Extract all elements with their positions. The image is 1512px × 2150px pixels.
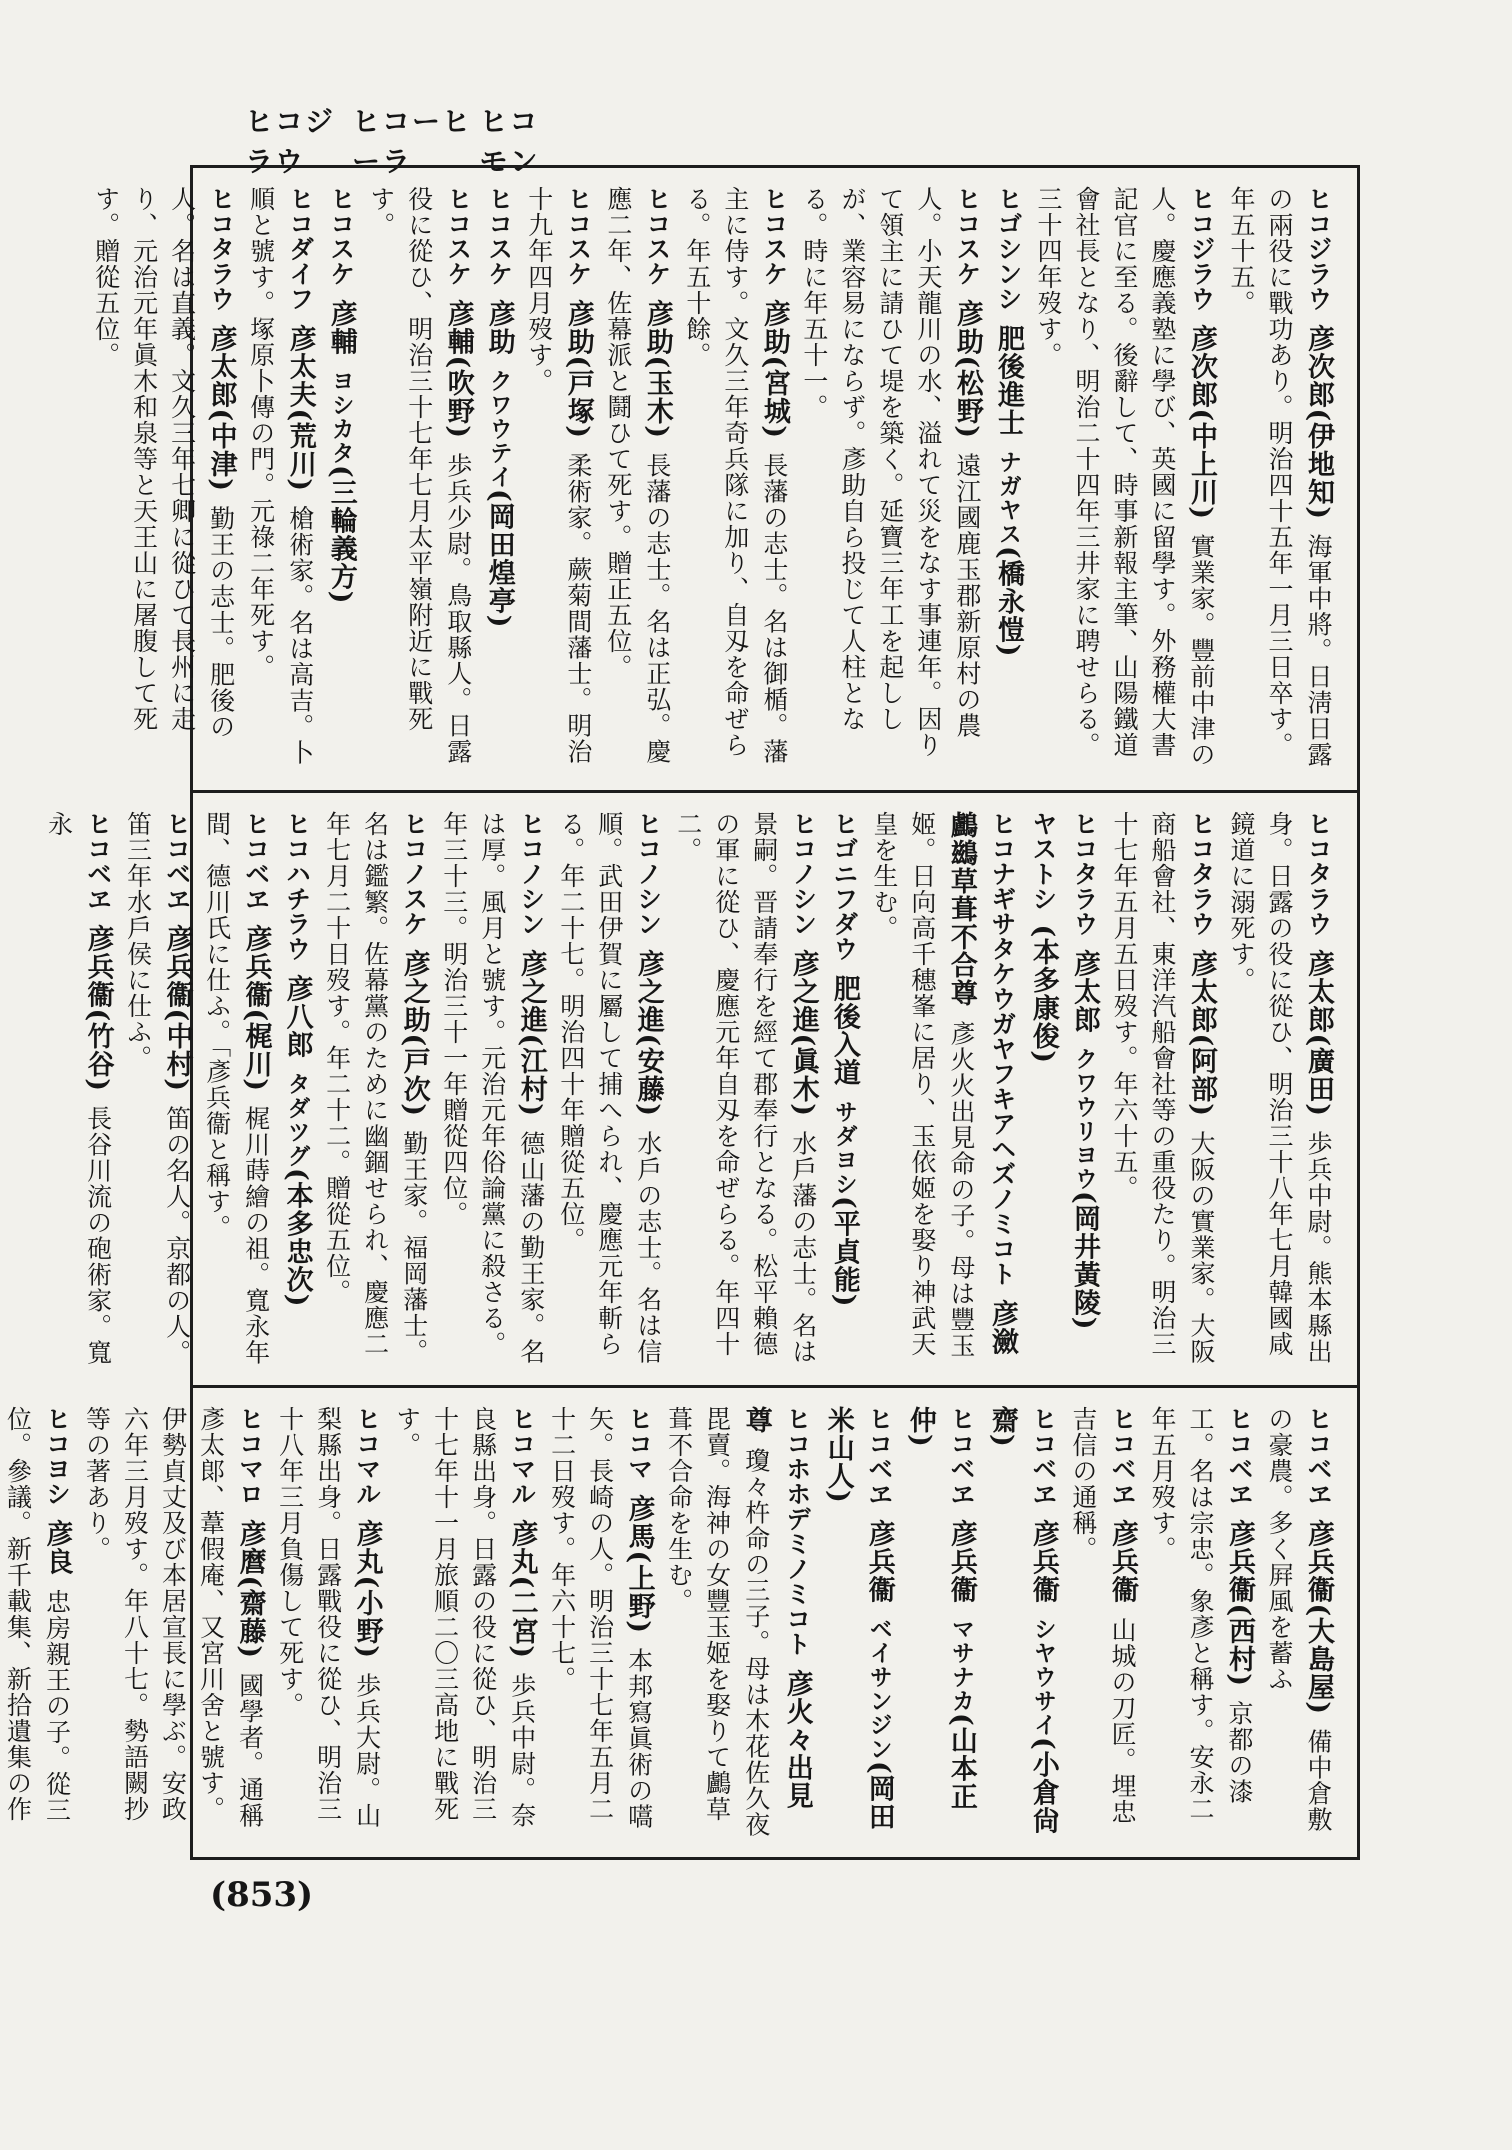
dictionary-entry bbox=[119, 811, 198, 1371]
entry-kana: ヒコスケ bbox=[484, 186, 514, 286]
entry-text: 長藩の志士。名は正弘。慶應二年、佐幕派と鬪ひて死す。贈正五位。 bbox=[603, 186, 672, 765]
entry-kana: ヒコベヱ bbox=[1028, 1406, 1058, 1506]
entry-name: 彦輔(吹野) bbox=[442, 299, 474, 440]
entry-name: 彦助 bbox=[483, 299, 515, 356]
dictionary-entry bbox=[1064, 811, 1105, 1371]
entry-reading: マサナカ bbox=[947, 1617, 974, 1713]
entry-name-alt: (山本正仲) bbox=[904, 1406, 977, 1811]
entry-reading: シヤウサイ bbox=[1029, 1617, 1056, 1737]
entry-name: 彦兵衞 bbox=[945, 1519, 977, 1604]
tier-bottom bbox=[3, 1388, 1357, 1857]
entry-name: 彦良 bbox=[41, 1519, 73, 1576]
entry-kana: ヒコマル bbox=[352, 1406, 382, 1506]
dictionary-entry bbox=[520, 186, 599, 776]
entry-name: 彦兵衞(大島屋) bbox=[1303, 1519, 1334, 1716]
dictionary-entry bbox=[669, 811, 824, 1371]
dictionary-entry bbox=[900, 1406, 982, 1843]
entry-reading: タダツグ bbox=[283, 1072, 310, 1168]
page-number: (853) bbox=[210, 1875, 314, 1915]
dictionary-entry bbox=[982, 1406, 1064, 1843]
entry-kana: ヒコマ bbox=[624, 1406, 654, 1481]
entry-name: 彦太夫(荒川) bbox=[284, 324, 316, 493]
entry-name: 彦助(松野) bbox=[951, 299, 983, 440]
dictionary-entry bbox=[818, 1406, 900, 1843]
entry-text: 長谷川流の砲術家。寬永 bbox=[44, 811, 113, 1366]
entry-kana: ヒコベヱ bbox=[1107, 1406, 1137, 1506]
dictionary-entry bbox=[543, 1406, 660, 1843]
entry-kana: ヒコノシン bbox=[516, 811, 546, 936]
entry-text: 梶川蒔繪の祖。寬永年間、德川氏に仕ふ。「彥兵衞と稱す。 bbox=[202, 811, 271, 1366]
entry-kana: ヒコタラウ bbox=[1304, 811, 1333, 936]
dictionary-entry bbox=[435, 811, 552, 1371]
dictionary-entry bbox=[198, 811, 277, 1371]
entry-kana: ヒコハチラウ bbox=[282, 811, 312, 961]
entry-reading: クワウリヨウ bbox=[1070, 1047, 1097, 1191]
dictionary-entry bbox=[321, 186, 362, 776]
running-head bbox=[245, 105, 565, 178]
entry-name: 彦兵衞 bbox=[863, 1519, 895, 1604]
entry-name: 彦太郎(中津) bbox=[205, 324, 237, 493]
entry-reading: クワウテイ bbox=[485, 369, 512, 489]
entry-kana: ヒコベヱ bbox=[946, 1406, 976, 1506]
dictionary-entry bbox=[1222, 186, 1339, 776]
entry-text: 忠房親王の子。從三位。參議。新千載集、新拾遺集の作 bbox=[3, 1406, 72, 1823]
dictionary-entry bbox=[552, 811, 669, 1371]
dictionary-entry bbox=[87, 186, 242, 776]
entry-name: 彦太郎 bbox=[1068, 949, 1100, 1034]
entry-text: 歩兵中尉。奈良縣出身。日露の役に從ひ、明治三十七年十一月旅順二〇三高地に戰死す。 bbox=[392, 1406, 537, 1829]
entry-kana: ヒコダイフ bbox=[285, 186, 315, 311]
dictionary-entry bbox=[599, 186, 678, 776]
dictionary-entry bbox=[1023, 811, 1064, 1371]
entry-reading: サダヨシ bbox=[830, 1100, 857, 1196]
entry-kana: ヒコタラウ bbox=[1186, 811, 1216, 936]
tier-middle bbox=[44, 793, 1357, 1388]
entry-kana: ヒコナギサタケウガヤフキアヘズノミコト bbox=[987, 811, 1017, 1286]
entry-kana: ヒコノシン bbox=[788, 811, 818, 936]
entry-name: 彦馬(上野) bbox=[623, 1494, 655, 1635]
running-head-term-1: ヒコジラウ bbox=[245, 105, 336, 178]
dictionary-entry bbox=[1143, 1406, 1260, 1843]
entry-name: 彦八郎 bbox=[281, 974, 313, 1059]
entry-text: 勤王の志士。肥後の人。名は直義。文久三年七卿に從ひて長州に走り、元治元年眞木和泉等と天王山に屠腹して死す。贈從五位。 bbox=[91, 186, 236, 740]
entry-name: 肥後入道 bbox=[828, 974, 860, 1087]
entry-reading: ヨシカタ bbox=[327, 369, 354, 465]
entry-name: 彦兵衞(中村) bbox=[161, 924, 193, 1093]
entry-text: 瓊々杵命の三子。母は木花佐久夜毘賣。海神の女豐玉姬を娶りて鸕草葺不合命を生む。 bbox=[664, 1406, 771, 1838]
entry-name: 彦兵衞 bbox=[1027, 1519, 1059, 1604]
entry-kana: ヒコベヱ bbox=[1224, 1406, 1254, 1506]
entry-text: 水戶藩の志士。名は景嗣。晋請奉行を經て郡奉行となる。松平賴德の軍に從ひ、慶應元年自刄を命ぜらる。年四十二。 bbox=[673, 811, 818, 1365]
entry-text: 山城の刀匠。埋忠吉信の通稱。 bbox=[1068, 1406, 1137, 1825]
entry-text: 彥火火出見命の子。母は豐玉姬。日向高千穗峯に居り、玉依姬を娶り神武天皇を生む。 bbox=[869, 811, 976, 1359]
entry-name: 肥後進士 bbox=[992, 324, 1024, 437]
entry-text: 海軍中將。日淸日露の兩役に戰功あり。明治四十五年一月三日卒す。年五十五。 bbox=[1226, 186, 1333, 768]
entry-name-alt: (岡井黃陵) bbox=[1068, 1191, 1100, 1331]
dictionary-entry bbox=[271, 1406, 388, 1843]
entry-text: 歩兵中尉。熊本縣出身。日露の役に從ひ、明治三十八年七月韓國咸鏡道に溺死す。 bbox=[1226, 811, 1333, 1365]
dictionary-entry bbox=[277, 811, 318, 1371]
entry-reading: ナガヤス bbox=[994, 450, 1021, 546]
entry-name: 彦助(戸塚) bbox=[562, 299, 594, 440]
dictionary-entry bbox=[824, 811, 865, 1371]
entry-kana: ヒゴニフダウ bbox=[829, 811, 859, 961]
tier-bottom-text bbox=[3, 1406, 1339, 1843]
entry-name-alt: (本多忠次) bbox=[281, 1168, 313, 1308]
entry-kana: ヒコホホデミノミコト bbox=[782, 1406, 812, 1656]
dictionary-entry bbox=[479, 186, 520, 776]
dictionary-entry bbox=[795, 186, 988, 776]
dictionary-entry bbox=[318, 811, 435, 1371]
entry-kana: ヒコマル bbox=[507, 1406, 537, 1506]
dictionary-entry bbox=[865, 811, 1023, 1371]
dictionary-entry bbox=[1064, 1406, 1143, 1843]
entry-name: 彦助(宮城) bbox=[758, 299, 790, 440]
entry-name: 彦丸(二宮) bbox=[506, 1519, 538, 1660]
entry-name-alt: (岡田米山人) bbox=[822, 1406, 895, 1831]
dictionary-entry bbox=[1105, 811, 1222, 1371]
entry-kana: ヒコジラウ bbox=[1186, 186, 1216, 311]
tier-middle-text bbox=[44, 811, 1339, 1371]
entry-kana: ヒコタラウ bbox=[206, 186, 236, 311]
entry-text: 京都の漆工。名は宗忠。象彥と稱す。安永二年五月歿す。 bbox=[1147, 1406, 1254, 1822]
entry-kana: ヒコスケ bbox=[443, 186, 473, 286]
entry-text: 勤王家。福岡藩士。名は鑑繁。佐幕黨のために幽錮せられ、慶應二年七月二十日歿す。年二十二。贈從五位。 bbox=[322, 811, 429, 1365]
entry-name: 彦輔 bbox=[325, 299, 357, 356]
dictionary-frame bbox=[3, 165, 1360, 1860]
dictionary-entry bbox=[388, 1406, 543, 1843]
entry-text: 大阪の實業家。大阪商船會社、東洋汽船會社等の重役たり。明治三十七年五月五日歿す。年六十五。 bbox=[1109, 811, 1216, 1365]
dictionary-entry bbox=[678, 186, 795, 776]
entry-kana: ヒコマロ bbox=[235, 1406, 265, 1506]
entry-name: 彦丸(小野) bbox=[351, 1519, 383, 1660]
entry-name: 彦兵衞 bbox=[1106, 1519, 1138, 1604]
entry-text: 笛の名人。京都の人。笛三年水戶侯に仕ふ。 bbox=[123, 811, 192, 1366]
entry-text: 柔術家。蕨菊間藩士。明治十九年四月歿す。 bbox=[524, 186, 593, 765]
entry-name: 彦之進(江村) bbox=[515, 949, 547, 1118]
entry-name-alt: (平貞能) bbox=[828, 1196, 860, 1308]
entry-kana: ヒコベヱ bbox=[1304, 1406, 1333, 1506]
entry-text: 長藩の志士。名は御楯。藩主に侍す。文久三年奇兵隊に加り、自刄を命ぜらる。年五十餘。 bbox=[682, 186, 789, 765]
entry-name: 彦之進(安藤) bbox=[632, 949, 664, 1118]
entry-kana: ヒコタラウ bbox=[1069, 811, 1099, 936]
dictionary-entry bbox=[1029, 186, 1222, 776]
dictionary-entry bbox=[362, 186, 479, 776]
entry-text: 德山藩の勤王家。名は厚。風月と號す。元治元年俗論黨に殺さる。年三十三。明治三十一年贈從四位。 bbox=[439, 811, 546, 1365]
entry-name: 彦麿(齋藤) bbox=[234, 1519, 266, 1660]
dictionary-entry bbox=[0, 1406, 78, 1843]
dictionary-entry bbox=[988, 186, 1029, 776]
entry-name: 彦之進(眞木) bbox=[787, 949, 819, 1118]
entry-name-alt: (橋永愷) bbox=[992, 546, 1024, 658]
entry-kana: ヒコベヱ bbox=[864, 1406, 894, 1506]
entry-kana: ヒコベヱ bbox=[83, 811, 113, 911]
running-head-term-2: ヒコーヒーラ bbox=[351, 105, 472, 178]
entry-text: 本邦寫眞術の嚆矢。長崎の人。明治三十七年五月二十二日歿す。年六十七。 bbox=[547, 1406, 654, 1830]
entry-text: 水戶の志士。名は信順。武田伊賀に屬して捕へられ、慶應元年斬らる。年二十七。明治四十年贈從五位。 bbox=[556, 811, 663, 1365]
entry-name-alt: (小倉尙齋) bbox=[986, 1406, 1059, 1835]
entry-name-alt: (岡田煌亭) bbox=[483, 489, 515, 629]
entry-kana: ヒコノシン bbox=[633, 811, 663, 936]
entry-name: 彦次郎(伊地知) bbox=[1303, 324, 1334, 521]
entry-kana: ヒコヨシ bbox=[42, 1406, 72, 1506]
entry-text: 歩兵大尉。山梨縣出身。日露戰役に從ひ、明治三十八年三月負傷して死す。 bbox=[275, 1406, 382, 1829]
dictionary-entry bbox=[40, 811, 119, 1371]
dictionary-entry bbox=[1222, 811, 1339, 1371]
entry-name-alt: (三輪義方) bbox=[325, 465, 357, 605]
tier-top bbox=[91, 168, 1357, 793]
entry-text: 槍術家。名は高吉。卜順と號す。塚原卜傳の門。元祿二年死す。 bbox=[246, 186, 315, 766]
entry-name: 彦次郎(中上川) bbox=[1185, 324, 1217, 521]
entry-kana: ヒコスケ bbox=[642, 186, 672, 286]
entry-name: 彦兵衞(梶川) bbox=[240, 924, 272, 1093]
entry-text: 國學者。通稱彥太郞、葦假庵、又宮川舍と號す。伊勢貞丈及び本居宣長に學ぶ。安政六年三月歿す。年八十七。勢語闕抄等の著あり。 bbox=[82, 1406, 265, 1829]
entry-kana: ヒコベヱ bbox=[241, 811, 271, 911]
entry-kana: ヒコベヱ bbox=[162, 811, 192, 911]
entry-reading: ベイサンジン bbox=[865, 1617, 892, 1761]
entry-text: 遠江國鹿玉郡新原村の農人。小天龍川の水、溢れて災をなす事連年。因りて領主に請ひて堤を築く。延寶三年工を起ししが、業容易にならず。彥助自ら投じて人柱となる。時に年五十一。 bbox=[799, 186, 982, 758]
entry-name: (本多康俊) bbox=[1027, 924, 1059, 1065]
entry-name: 彦兵衞(西村) bbox=[1223, 1519, 1255, 1688]
entry-name: 彦之助(戸次) bbox=[398, 949, 430, 1118]
entry-kana: ヒコノスケ bbox=[399, 811, 429, 936]
entry-name: 彦瀲鸕鷀草葺不合尊 bbox=[945, 811, 1018, 1356]
dictionary-entry bbox=[1260, 1406, 1339, 1843]
entry-kana: ヒコスケ bbox=[952, 186, 982, 286]
entry-kana: ヒコスケ bbox=[563, 186, 593, 286]
entry-kana: ヤストシ bbox=[1028, 811, 1058, 911]
entry-name: 彦兵衞(竹谷) bbox=[82, 924, 114, 1093]
entry-name: 彦助(玉木) bbox=[641, 299, 673, 440]
entry-kana: ヒコスケ bbox=[326, 186, 356, 286]
entry-text: 備中倉敷の豪農。多く屛風を蓄ふ bbox=[1264, 1406, 1333, 1833]
entry-name: 彦火々出見尊 bbox=[740, 1406, 813, 1810]
dictionary-entry bbox=[242, 186, 321, 776]
tier-top-text bbox=[91, 186, 1339, 776]
entry-name: 彦太郎(阿部) bbox=[1185, 949, 1217, 1118]
entry-name: 彦太郎(廣田) bbox=[1303, 949, 1334, 1118]
entry-text: 實業家。豐前中津の人。慶應義塾に學び、英國に留學す。外務權大書記官に至る。後辭して、時事新報主筆、山陽鐵道會社長となり、明治二十四年三井家に聘せらる。三十四年歿す。 bbox=[1033, 186, 1216, 768]
entry-kana: ヒコスケ bbox=[759, 186, 789, 286]
dictionary-entry bbox=[78, 1406, 271, 1843]
entry-kana: ヒコジラウ bbox=[1304, 186, 1333, 311]
running-head-term-3: ヒコモン bbox=[479, 105, 540, 178]
entry-kana: ヒゴシンシ bbox=[993, 186, 1023, 311]
entry-text: 歩兵少尉。鳥取縣人。日露役に從ひ、明治三十七年七月太平嶺附近に戰死す。 bbox=[366, 186, 473, 765]
dictionary-entry bbox=[660, 1406, 818, 1843]
